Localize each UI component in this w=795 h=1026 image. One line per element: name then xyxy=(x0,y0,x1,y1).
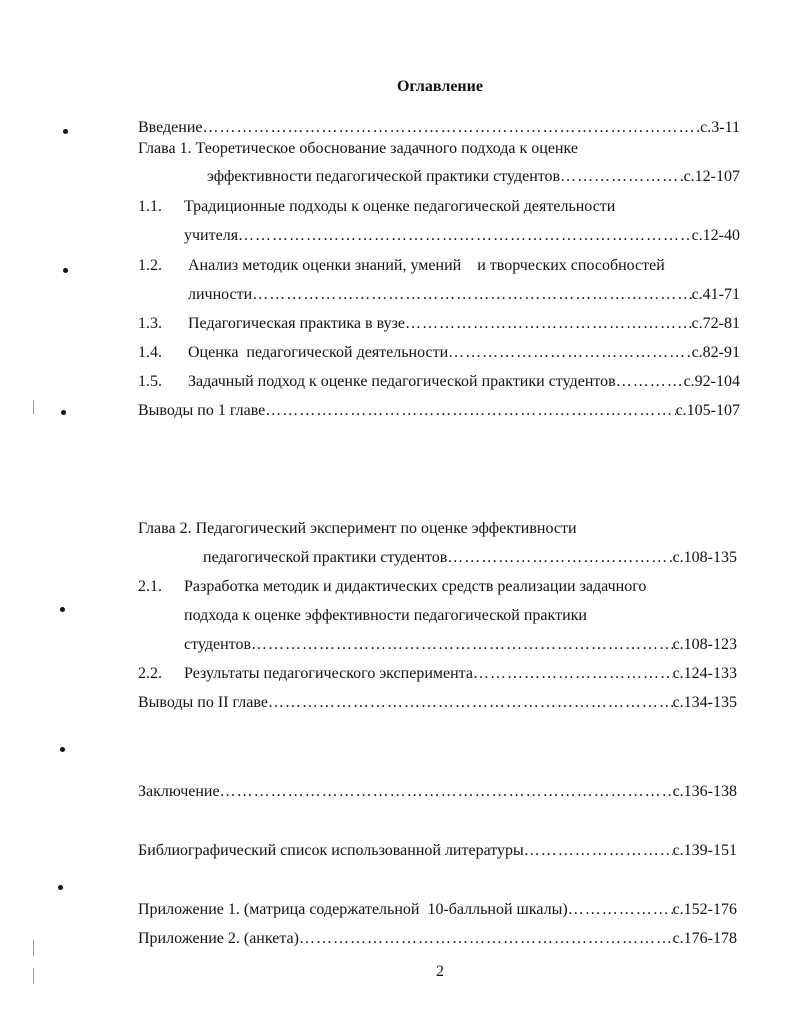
entry-text: Результаты педагогического эксперимента xyxy=(184,665,473,682)
leader-dots xyxy=(238,226,692,246)
entry-text: подхода к оценке эффективности педагогической практики xyxy=(184,607,587,624)
entry-number: 1.3. xyxy=(138,315,162,332)
entry-text: педагогической практики студентов xyxy=(203,549,448,566)
leader-dots xyxy=(524,841,673,861)
entry-page: с.72-81 xyxy=(691,315,740,332)
entry-page: с.152-176 xyxy=(672,901,737,918)
entry-number: 1.5. xyxy=(138,373,162,390)
entry-text: Педагогическая практика в вузе xyxy=(188,315,406,332)
entry-text: Оценка педагогической деятельности xyxy=(188,344,449,361)
entry-text: Выводы по II главе xyxy=(138,694,268,711)
scan-mark xyxy=(63,268,68,273)
leader-dots xyxy=(405,314,692,334)
leader-dots xyxy=(616,372,684,392)
toc-entry-bibliography xyxy=(138,841,737,861)
entry-text: Анализ методик оценки знаний, умений и творческих способностей xyxy=(188,257,665,274)
entry-page: с.82-91 xyxy=(691,344,740,361)
toc-entry-1-1 xyxy=(138,197,740,217)
entry-page: с.139-151 xyxy=(672,842,737,859)
scan-line xyxy=(33,400,34,414)
toc-entry-conclusion xyxy=(138,782,737,802)
entry-number: 2.1. xyxy=(138,578,162,595)
scan-mark xyxy=(60,607,65,612)
entry-text: Глава 1. Теоретическое обоснование задачного подхода к оценке xyxy=(138,140,578,157)
entry-page: с.92-104 xyxy=(683,373,740,390)
page-number: 2 xyxy=(436,963,444,980)
entry-text: Глава 2. Педагогический эксперимент по оценке эффективности xyxy=(138,520,577,537)
entry-number: 2.2. xyxy=(138,665,162,682)
scan-mark xyxy=(63,129,68,134)
toc-entry-2-1-cont-b xyxy=(184,635,737,655)
entry-page: с.124-133 xyxy=(672,665,737,682)
leader-dots xyxy=(447,548,672,568)
toc-entry-chapter-2-cont xyxy=(203,548,737,568)
entry-page: с.12-107 xyxy=(683,168,740,185)
entry-text: эффективности педагогической практики студентов xyxy=(207,168,561,185)
toc-entry-introduction xyxy=(138,118,740,138)
entry-text: Приложение 2. (анкета) xyxy=(138,930,299,947)
entry-text: Библиографический список использованной литературы xyxy=(138,842,524,859)
entry-text: Заключение xyxy=(138,783,220,800)
toc-entry-chapter-2 xyxy=(138,519,740,539)
leader-dots xyxy=(268,693,673,713)
entry-page: с.108-135 xyxy=(672,549,737,566)
entry-text: Разработка методик и дидактических средств реализации задачного xyxy=(184,578,647,595)
entry-number: 1.4. xyxy=(138,344,162,361)
toc-entry-conclusions-ch2 xyxy=(138,693,737,713)
entry-text: учителя xyxy=(184,227,239,244)
toc-entry-appendix-1 xyxy=(138,900,737,920)
entry-text: Выводы по 1 главе xyxy=(138,402,266,419)
entry-text: студентов xyxy=(184,636,252,653)
leader-dots xyxy=(568,900,673,920)
entry-text: Приложение 1. (матрица содержательной 10-балльной шкалы) xyxy=(138,901,568,918)
entry-page: с.136-138 xyxy=(672,783,737,800)
entry-text: Задачный подход к оценке педагогической практики студентов xyxy=(188,373,616,390)
page-title: Оглавление xyxy=(397,78,483,95)
entry-number: 1.1. xyxy=(138,198,162,215)
entry-page: с.12-40 xyxy=(691,227,740,244)
leader-dots xyxy=(299,929,673,949)
entry-text: Введение xyxy=(138,119,203,136)
toc-entry-1-2 xyxy=(138,256,740,276)
entry-page: с.176-178 xyxy=(672,930,737,947)
toc-entry-2-1-cont-a xyxy=(184,606,740,626)
entry-page: с.134-135 xyxy=(672,694,737,711)
toc-entry-2-1 xyxy=(138,577,740,597)
toc-entry-appendix-2 xyxy=(138,929,737,949)
toc-entry-1-1-cont xyxy=(184,226,740,246)
leader-dots xyxy=(220,782,673,802)
scan-mark xyxy=(58,885,63,890)
leader-dots xyxy=(473,664,673,684)
scan-mark xyxy=(61,410,66,415)
entry-page: с.41-71 xyxy=(691,286,740,303)
toc-entry-chapter-1 xyxy=(138,139,740,159)
toc-entry-1-2-cont xyxy=(188,285,740,305)
toc-entry-chapter-1-cont xyxy=(207,167,740,187)
leader-dots xyxy=(203,118,701,138)
entry-page: с.105-107 xyxy=(675,402,740,419)
scan-mark xyxy=(60,747,65,752)
scan-line xyxy=(33,968,34,984)
toc-entry-2-2 xyxy=(138,664,737,684)
leader-dots xyxy=(265,401,675,421)
scan-line xyxy=(33,940,34,956)
toc-entry-1-5 xyxy=(138,372,740,392)
entry-text: Традиционные подходы к оценке педагогической деятельности xyxy=(184,198,616,215)
leader-dots xyxy=(251,635,673,655)
entry-text: личности xyxy=(188,286,253,303)
entry-page: с.108-123 xyxy=(672,636,737,653)
toc-entry-1-4 xyxy=(138,343,740,363)
leader-dots xyxy=(252,285,691,305)
leader-dots xyxy=(560,167,683,187)
toc-entry-conclusions-ch1 xyxy=(138,401,740,421)
entry-number: 1.2. xyxy=(138,257,162,274)
entry-page: с.3-11 xyxy=(700,119,740,136)
toc-entry-1-3 xyxy=(138,314,740,334)
leader-dots xyxy=(448,343,691,363)
